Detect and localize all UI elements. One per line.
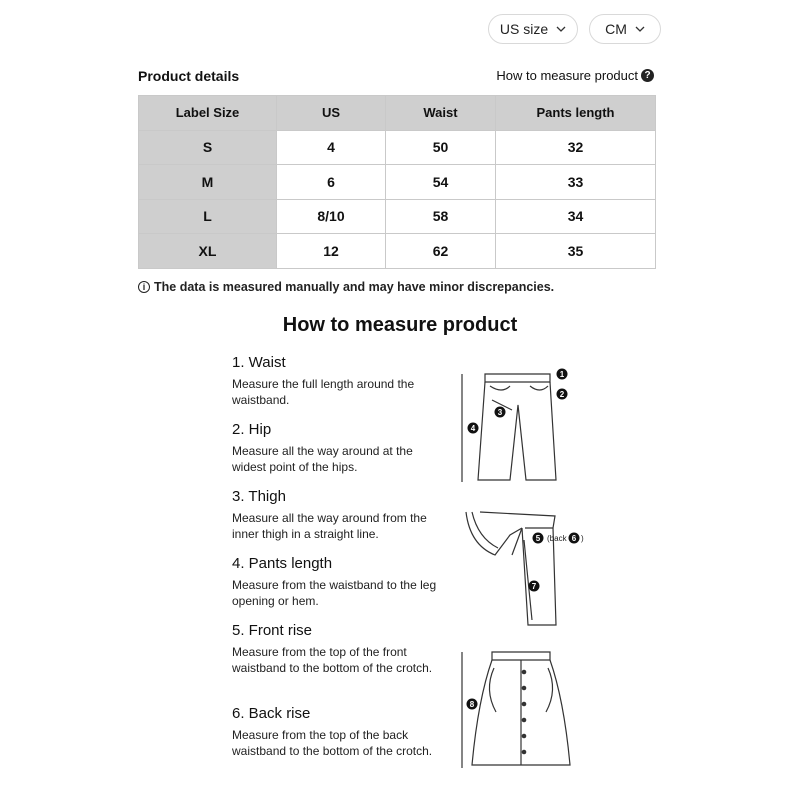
svg-text:4: 4 (470, 424, 476, 433)
svg-text:1: 1 (559, 370, 565, 379)
step-text: Measure all the way around at the widest point of the hips. (232, 444, 413, 474)
step-hip (232, 421, 442, 475)
header-us: US (277, 96, 386, 131)
marker-1 (557, 369, 568, 380)
step-pants-length (232, 555, 442, 609)
svg-text:): ) (581, 534, 584, 543)
step-back-rise (232, 705, 442, 759)
cell-waist: 62 (386, 234, 496, 269)
cell-pants-length: 35 (496, 234, 656, 269)
svg-text:6: 6 (571, 534, 577, 543)
step-title: 4. Pants length (232, 555, 333, 572)
step-text: Measure from the waistband to the leg opening or hem. (232, 578, 437, 608)
step-text: Measure the full length around the waistband. (232, 377, 415, 407)
svg-text:2: 2 (559, 390, 565, 399)
cell-us: 4 (277, 130, 386, 165)
marker-back-6 (547, 533, 584, 544)
step-waist (232, 354, 442, 408)
skirt-drawing (462, 652, 570, 768)
table-header-row (139, 96, 656, 131)
step-front-rise (232, 622, 442, 676)
marker-4 (468, 423, 479, 434)
header-waist: Waist (386, 96, 496, 131)
step-text: Measure from the top of the front waistband to the bottom of the crotch. (232, 645, 433, 675)
measure-guide-title: How to measure product (282, 314, 518, 336)
svg-text:3: 3 (497, 408, 503, 417)
cell-label-size: M (139, 165, 277, 200)
pants-side-drawing (466, 512, 556, 625)
step-title: 2. Hip (232, 421, 272, 438)
table-row (139, 165, 656, 200)
cell-us: 6 (277, 165, 386, 200)
size-system-value: US size (499, 21, 549, 37)
measurement-note-text: The data is measured manually and may have minor discrepancies. (154, 280, 555, 294)
cell-us: 12 (277, 234, 386, 269)
svg-text:5: 5 (535, 534, 541, 543)
info-icon: i (138, 281, 150, 293)
marker-8 (467, 699, 478, 710)
cell-label-size: L (139, 199, 277, 234)
step-title: 1. Waist (232, 354, 286, 371)
step-title: 3. Thigh (232, 488, 286, 505)
step-title: 6. Back rise (232, 705, 311, 722)
cell-label-size: S (139, 130, 277, 165)
marker-5 (533, 533, 544, 544)
table-row (139, 199, 656, 234)
header-pants-length: Pants length (496, 96, 656, 131)
how-to-measure-link[interactable] (496, 68, 654, 83)
cell-pants-length: 34 (496, 199, 656, 234)
cell-waist: 50 (386, 130, 496, 165)
unit-value: CM (605, 21, 627, 37)
svg-text:7: 7 (531, 582, 537, 591)
chevron-down-icon (635, 24, 645, 34)
size-table (138, 95, 656, 269)
step-text: Measure from the top of the back waistband to the bottom of the crotch. (232, 728, 433, 758)
marker-7 (529, 581, 540, 592)
marker-2 (557, 389, 568, 400)
help-icon: ? (641, 69, 654, 82)
cell-waist: 58 (386, 199, 496, 234)
measurement-illustration (450, 360, 610, 780)
measurement-note (138, 280, 554, 294)
step-thigh (232, 488, 442, 542)
step-text: Measure all the way around from the inner thigh in a straight line. (232, 511, 427, 541)
chevron-down-icon (556, 24, 566, 34)
cell-pants-length: 32 (496, 130, 656, 165)
size-system-select[interactable] (488, 14, 578, 44)
cell-waist: 54 (386, 165, 496, 200)
cell-us: 8/10 (277, 199, 386, 234)
cell-pants-length: 33 (496, 165, 656, 200)
cell-label-size: XL (139, 234, 277, 269)
unit-select[interactable] (589, 14, 661, 44)
svg-text:8: 8 (469, 700, 475, 709)
table-row (139, 130, 656, 165)
product-details-title: Product details (138, 68, 240, 84)
marker-3 (495, 407, 506, 418)
step-title: 5. Front rise (232, 622, 313, 639)
table-row (139, 234, 656, 269)
svg-text:(back: (back (547, 534, 567, 543)
how-to-measure-label: How to measure product (496, 68, 638, 83)
header-label-size: Label Size (139, 96, 277, 131)
skirt-buttons (522, 670, 527, 755)
